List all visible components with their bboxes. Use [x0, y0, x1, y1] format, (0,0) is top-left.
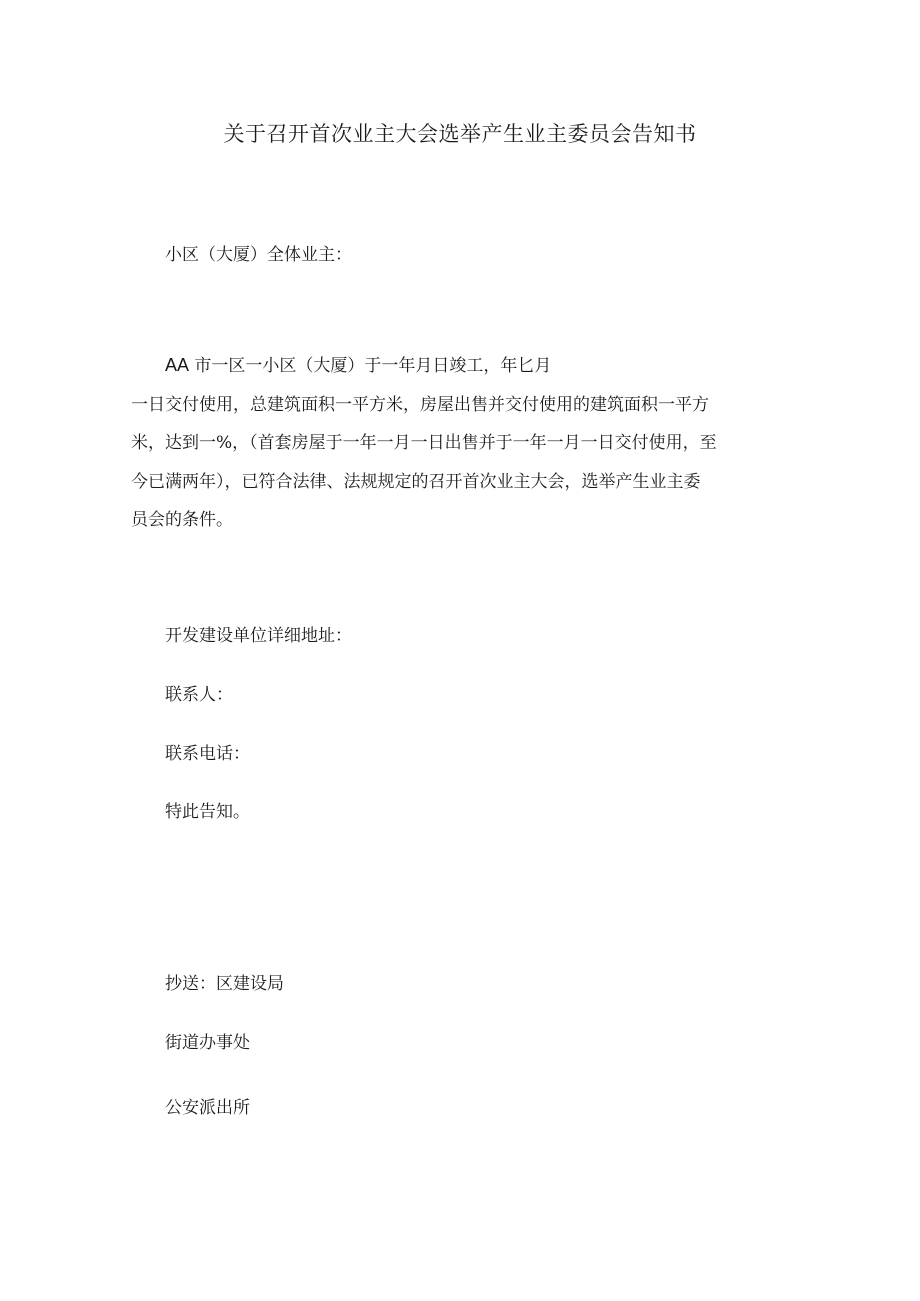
body-paragraph	[131, 346, 771, 540]
body-line-3: 米，达到一%，（首套房屋于一年一月一日出售并于一年一月一日交付使用，至	[131, 433, 717, 453]
document-title: 关于召开首次业主大会选举产生业主委员会告知书	[223, 122, 697, 146]
body-line-4: 今已满两年），已符合法律、法规规定的召开首次业主大会，选举产生业主委	[131, 471, 701, 492]
contact-person-label: 联系人：	[165, 685, 233, 705]
body-first-line	[131, 346, 771, 386]
developer-address-label: 开发建设单位详细地址：	[165, 626, 352, 646]
closing-text: 特此告知。	[165, 802, 250, 822]
body-first-line-prefix: AA	[165, 355, 190, 375]
salutation: 小区（大厦）全体业主：	[165, 245, 352, 265]
body-first-line-rest: 市一区一小区（大厦）于一年月日竣工，年匕月	[189, 356, 552, 376]
contact-phone-label: 联系电话：	[165, 744, 250, 764]
body-line-5: 员会的条件。	[131, 510, 233, 530]
body-line-2: 一日交付使用，总建筑面积一平方米，房屋出售并交付使用的建筑面积一平方	[131, 394, 709, 415]
cc-line-2: 街道办事处	[165, 1033, 250, 1053]
cc-line-1: 抄送：区建设局	[165, 974, 284, 994]
cc-line-3: 公安派出所	[165, 1098, 250, 1118]
